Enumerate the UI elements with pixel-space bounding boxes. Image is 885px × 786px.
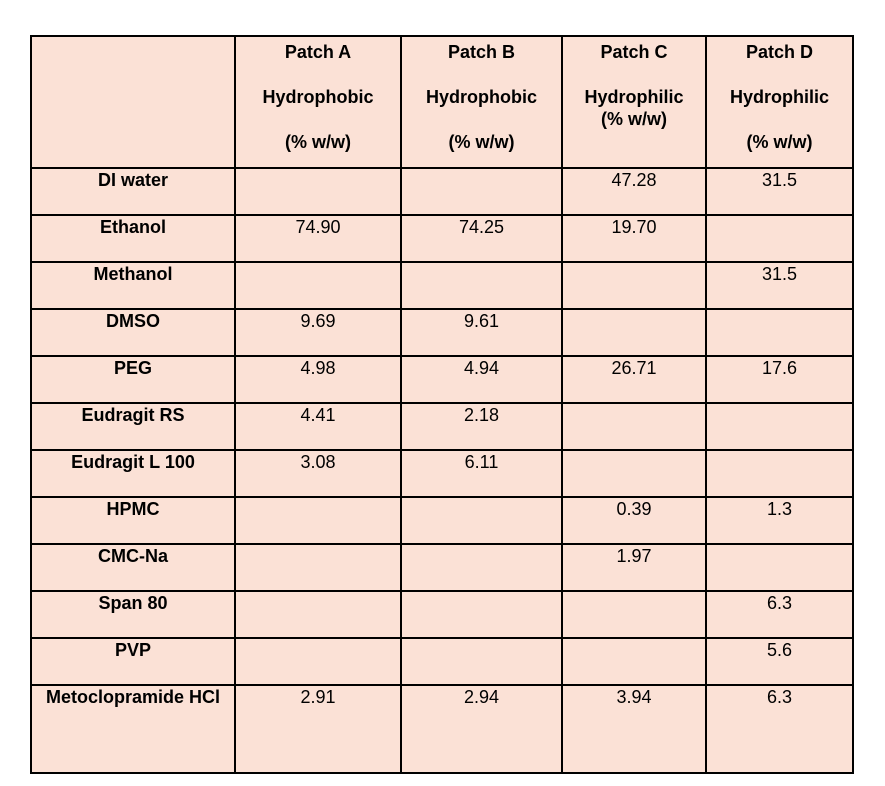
- row-label: CMC-Na: [31, 544, 235, 591]
- table-row: [31, 403, 853, 450]
- table-cell: [401, 262, 562, 309]
- table-cell: [401, 168, 562, 215]
- table-cell: 0.39: [562, 497, 706, 544]
- header-patch-a: [235, 36, 401, 168]
- table-row: [31, 262, 853, 309]
- table-cell: [706, 544, 853, 591]
- row-label: DMSO: [31, 309, 235, 356]
- table-row: [31, 215, 853, 262]
- column-type: Hydrophilic: [584, 87, 684, 107]
- row-label: Span 80: [31, 591, 235, 638]
- table-row: [31, 168, 853, 215]
- header-corner-cell: [31, 36, 235, 168]
- column-type: Hydrophobic: [426, 87, 537, 107]
- table-cell: [562, 450, 706, 497]
- table-cell: [562, 591, 706, 638]
- table-cell: 9.69: [235, 309, 401, 356]
- table-cell: 1.97: [562, 544, 706, 591]
- table-cell: 74.25: [401, 215, 562, 262]
- table-cell: [235, 262, 401, 309]
- header-patch-c: [562, 36, 706, 168]
- table-row: [31, 356, 853, 403]
- table-cell: [235, 497, 401, 544]
- column-name: Patch B: [447, 42, 516, 62]
- table-cell: 4.94: [401, 356, 562, 403]
- table-cell: [401, 544, 562, 591]
- row-label: HPMC: [31, 497, 235, 544]
- row-label: Eudragit RS: [31, 403, 235, 450]
- table-row: [31, 685, 853, 773]
- table-row: [31, 497, 853, 544]
- row-label: Methanol: [31, 262, 235, 309]
- table-cell: [562, 262, 706, 309]
- table-cell: [706, 450, 853, 497]
- table-row: [31, 638, 853, 685]
- table-row: [31, 544, 853, 591]
- table-cell: 47.28: [562, 168, 706, 215]
- column-name: Patch D: [745, 42, 814, 62]
- row-label: Metoclopramide HCl: [31, 685, 235, 773]
- column-unit: (% w/w): [448, 132, 515, 152]
- table-cell: 3.08: [235, 450, 401, 497]
- table-cell: [562, 309, 706, 356]
- table-cell: 1.3: [706, 497, 853, 544]
- table-cell: [401, 638, 562, 685]
- table-body: [31, 36, 853, 773]
- table-cell: [706, 215, 853, 262]
- table-cell: 6.3: [706, 591, 853, 638]
- row-label: PEG: [31, 356, 235, 403]
- table-cell: 6.3: [706, 685, 853, 773]
- table-cell: [235, 638, 401, 685]
- column-type: Hydrophobic: [262, 87, 374, 107]
- table-cell: [401, 591, 562, 638]
- column-unit: (% w/w): [285, 132, 351, 152]
- table-cell: 31.5: [706, 262, 853, 309]
- table-cell: [706, 403, 853, 450]
- table-row: [31, 450, 853, 497]
- column-name: Patch C: [600, 42, 668, 62]
- table-cell: 5.6: [706, 638, 853, 685]
- table-cell: 6.11: [401, 450, 562, 497]
- table-cell: 31.5: [706, 168, 853, 215]
- table-row: [31, 591, 853, 638]
- table-cell: [235, 591, 401, 638]
- table-cell: [235, 544, 401, 591]
- column-unit: (% w/w): [746, 132, 813, 152]
- table-cell: 3.94: [562, 685, 706, 773]
- table-cell: 2.91: [235, 685, 401, 773]
- table-cell: [562, 638, 706, 685]
- header-patch-b: [401, 36, 562, 168]
- table-cell: [235, 168, 401, 215]
- table-cell: 74.90: [235, 215, 401, 262]
- table-cell: [401, 497, 562, 544]
- table-cell: 17.6: [706, 356, 853, 403]
- table-cell: [706, 309, 853, 356]
- table-cell: 2.18: [401, 403, 562, 450]
- row-label: Ethanol: [31, 215, 235, 262]
- table-cell: 19.70: [562, 215, 706, 262]
- table-cell: 4.41: [235, 403, 401, 450]
- row-label: PVP: [31, 638, 235, 685]
- table-cell: 2.94: [401, 685, 562, 773]
- header-row: [31, 36, 853, 168]
- table-cell: 26.71: [562, 356, 706, 403]
- table-row: [31, 309, 853, 356]
- row-label: Eudragit L 100: [31, 450, 235, 497]
- row-label: DI water: [31, 168, 235, 215]
- column-unit: (% w/w): [601, 109, 667, 129]
- column-name: Patch A: [284, 42, 352, 62]
- table-cell: 9.61: [401, 309, 562, 356]
- header-patch-d: [706, 36, 853, 168]
- table-cell: [562, 403, 706, 450]
- formulation-table: [30, 35, 854, 774]
- column-type: Hydrophilic: [729, 87, 829, 107]
- table-cell: 4.98: [235, 356, 401, 403]
